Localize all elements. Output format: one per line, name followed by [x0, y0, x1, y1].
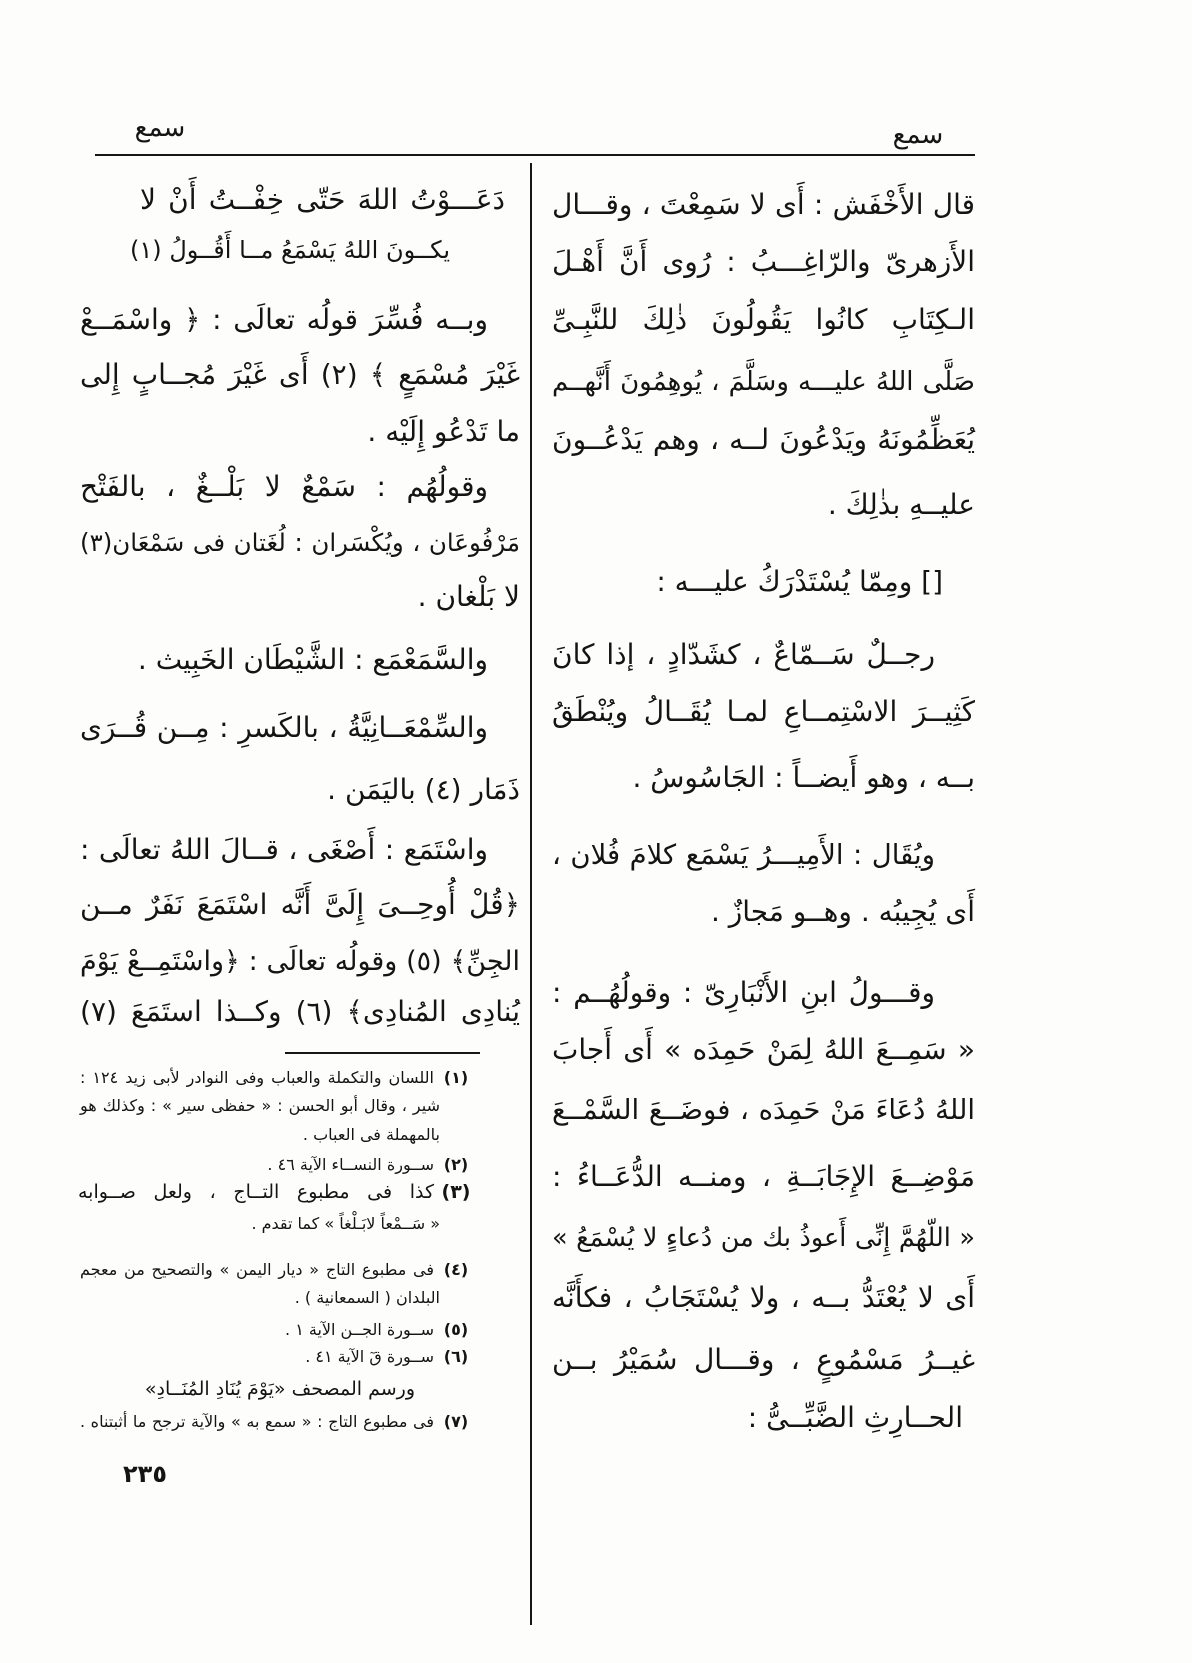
entry-line: « اللّهُمَّ إِنِّى أَعوذُ بك من دُعاءٍ لا يُسْمَعُ »: [552, 1223, 975, 1253]
footnote-line: فى مطبوع التاج : « سمع به » والآية ترجح ما أثبتناه .: [80, 1412, 434, 1431]
page-number: ٢٣٥: [123, 1460, 167, 1488]
left-column: [80, 0, 520, 1663]
entry-line: وقـــولُ ابنِ الأَنْبَارِىّ : وقولُهُــم :: [552, 976, 935, 1009]
footnote-line: ســورة قٓ الآية ٤١ .: [305, 1347, 434, 1366]
entry-line: قال الأَخْفَش : أَى لا سَمِعْتَ ، وقـــال: [552, 188, 975, 221]
entry-line: وبــه فُسِّرَ قولُه تعالَى : ﴿ واسْمَــعْ: [80, 303, 488, 336]
footnote-line: ســورة النســاء الآية ٤٦ .: [267, 1155, 434, 1174]
footnote-line: اللسان والتكملة والعباب وفى النوادر لأبى زيد ١٢٤ :: [80, 1068, 434, 1087]
entry-line: ما تَدْعُو إِلَيْه .: [367, 415, 520, 448]
footnote-number: (٧): [443, 1412, 469, 1431]
footnote-number: (٥): [443, 1320, 469, 1339]
entry-line: يُعَظِّمُونَهُ ويَدْعُونَ لــه ، وهم يَدْعُــونَ: [552, 423, 975, 456]
entry-line: الحــارِثِ الضَّبِّــىُّ :: [747, 1401, 963, 1434]
section-heading-line: [] ومِمّا يُسْتَدْرَكُ عليـــه :: [656, 565, 943, 598]
entry-line: والسِّمْعَــانِيَّةُ ، بالكَسرِ : مِــن قُــرَى: [80, 711, 488, 744]
entry-line: غَيْرَ مُسْمَعٍ ﴾ (٢) أَى غَيْرَ مُجــابٍ إِلى: [80, 358, 520, 391]
entry-line: وقولُهُم : سَمْعٌ لا بَلْــغٌ ، بالفَتْح: [80, 470, 488, 503]
entry-line: « سَمِــعَ اللهُ لِمَنْ حَمِدَه » أَى أَجابَ: [552, 1033, 975, 1066]
entry-line: بــه ، وهو أَيضــاً : الجَاسُوسُ .: [632, 761, 975, 794]
entry-line: عليــهِ بذٰلِكَ .: [827, 488, 975, 521]
footnote-number: (٤): [443, 1260, 469, 1279]
entry-line: رجــلٌ سَــمّاعٌ ، كشَدّادٍ ، إذا كانَ: [552, 638, 935, 671]
entry-line: غيــرُ مَسْمُوعٍ ، وقـــال سُمَيْرُ بــن: [552, 1343, 975, 1376]
entry-line: صَلَّى اللهُ عليـــه وسَلَّمَ ، يُوهِمُونَ أَنَّهــم: [552, 367, 975, 397]
footnote-number: (٢): [443, 1155, 469, 1174]
entry-line: ذَمَار (٤) باليَمَن .: [327, 773, 520, 806]
footnote-number: (٦): [443, 1347, 469, 1366]
footnote-line: شير ، وقال أبو الحسن : « حفظى سير » : وكذلك هو: [80, 1096, 440, 1115]
entry-line: يُنادِى المُنادِى﴾ (٦) وكــذا استَمَعَ (٧): [80, 995, 520, 1028]
running-head-left: سمع: [134, 113, 186, 143]
column-divider: [530, 163, 532, 1625]
footnote-line: « سَــمْعاً لابَـلْغاً » كما تقدم .: [251, 1214, 440, 1233]
footnote-line: البلدان ( السمعانية ) .: [294, 1288, 440, 1307]
verse-line: دَعَـــوْتُ اللهَ حَتّى خِفْــتُ أَنْ لا: [140, 183, 505, 216]
entry-line: أَى يُجِيبُه . وهــو مَجازٌ .: [710, 895, 975, 928]
verse-line: يكــونَ اللهُ يَسْمَعُ مــا أَقُــولُ (١): [130, 236, 450, 264]
footnote-line: بالمهملة فى العباب .: [302, 1125, 440, 1144]
footnote-number: (١): [443, 1068, 469, 1087]
entry-line: والسَّمَعْمَع : الشَّيْطَان الخَبِيث .: [137, 643, 488, 676]
footnote-line: فى مطبوع التاج « ديار اليمن » والتصحيح من معجم: [80, 1260, 434, 1279]
entry-line: كَثِيــرَ الاسْتِمــاعِ لمـا يُقَــالُ ويُنْطَقُ: [552, 695, 975, 728]
entry-line: مَوْضِــعَ الإِجَابَــةِ ، ومنــه الدُّعَــاءُ :: [552, 1160, 975, 1193]
entry-line: اللهُ دُعَاءَ مَنْ حَمِدَه ، فوضَــعَ السَّمْــعَ: [552, 1094, 975, 1126]
entry-line: واسْتَمَع : أَصْغَى ، قــالَ اللهُ تعالَى :: [80, 833, 488, 866]
entry-line: الأَزهرىّ والرّاغِـــبُ : رُوى أَنَّ أَهْـلَ: [552, 245, 975, 278]
entry-line: ويُقَال : الأَمِيـــرُ يَسْمَع كلامَ فُلان ،: [552, 839, 935, 871]
entry-line: ﴿قُلْ أُوحِــىَ إِلَىَّ أَنَّه اسْتَمَعَ نَفَرٌ مــن: [80, 888, 520, 921]
entry-line: الـكِتَابِ كانُوا يَقُولُونَ ذٰلِكَ للنَّبِـىِّ: [552, 303, 975, 336]
footnote-line: ورسم المصحف «يَوْمَ يُنَادِ المُنَــادِ»: [144, 1378, 415, 1400]
footnote-number: (٣): [441, 1181, 471, 1203]
entry-line: أَى لا يُعْتَدُّ بــه ، ولا يُسْتَجَابُ ، فكأَنَّه: [552, 1281, 975, 1314]
entry-line: لا بَلْغان .: [417, 580, 520, 613]
entry-line: مَرْفُوعَان ، ويُكْسَران : لُغَتان فى سَمْعَان(٣): [80, 528, 520, 557]
footnote-line: ســورة الجــن الآية ١ .: [285, 1320, 434, 1339]
footnote-line: كذا فى مطبوع التــاج ، ولعل صــوابه: [78, 1181, 434, 1203]
entry-line: الجِنِّ﴾ (٥) وقولُه تعالَى : ﴿واسْتَمِــعْ يَوْمَ: [80, 946, 520, 977]
running-head-right: سمع: [892, 120, 944, 150]
right-column: [552, 0, 975, 1663]
